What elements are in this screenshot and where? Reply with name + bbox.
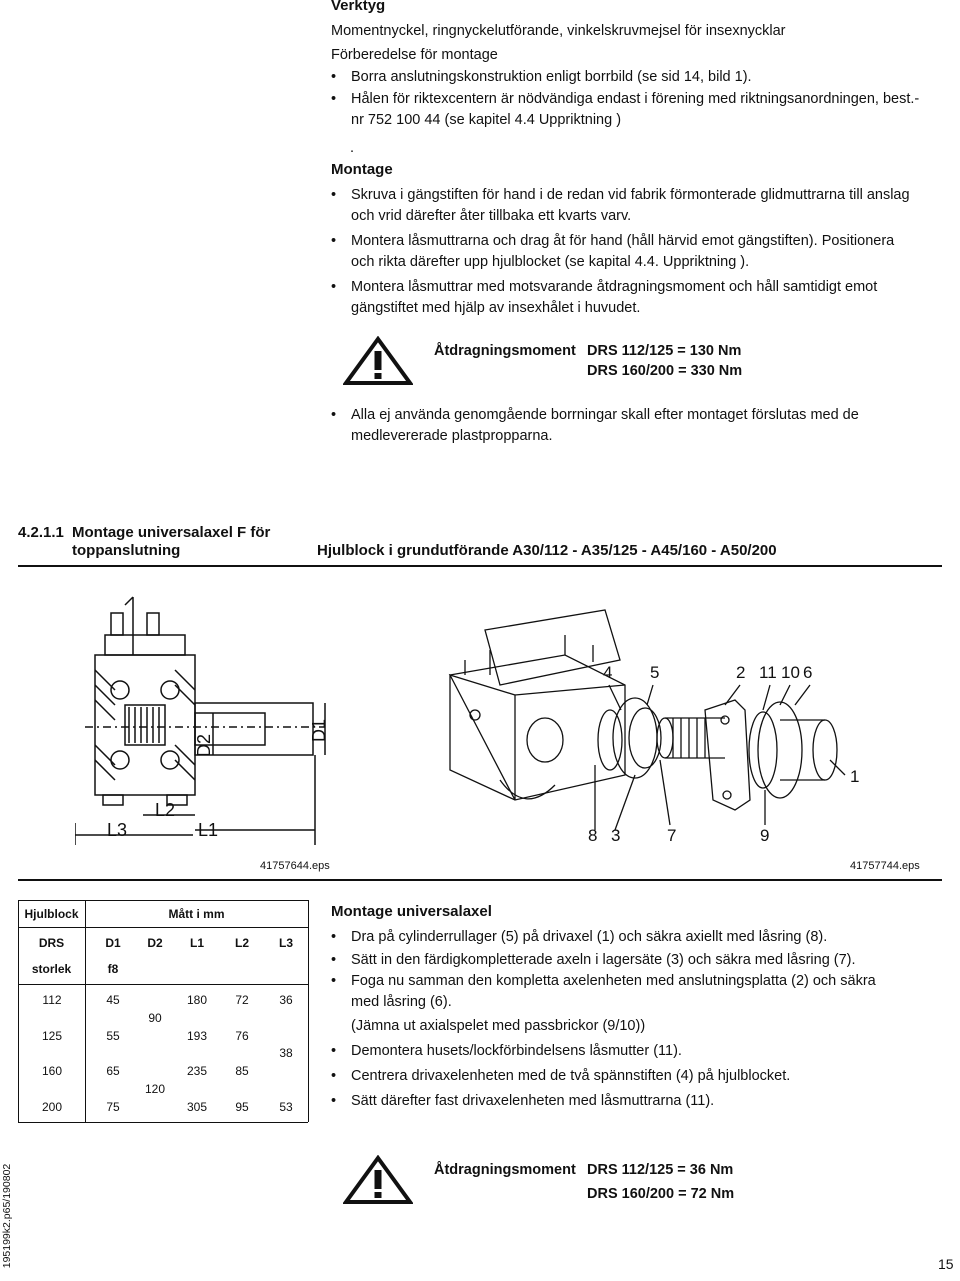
table-cell: 45 — [106, 993, 120, 1007]
subheader-storlek: storlek — [31, 962, 72, 976]
tools-heading: Verktyg — [331, 0, 386, 14]
section-rule — [18, 565, 942, 567]
list-item: • Alla ej använda genomgående borrningar skall efter montaget förslutas med de medlevererade plastpropparna. — [331, 405, 921, 447]
table-cell: 180 — [186, 993, 208, 1007]
col-header-d2: D2 — [147, 936, 163, 950]
table-cell: 38 — [279, 1046, 293, 1060]
universal-note: (Jämna ut axialspelet med passbrickor (9/10)) — [351, 1018, 646, 1034]
universal-shaft-exploded-drawing — [445, 600, 865, 840]
list-item: • Hålen för riktexcentern är nödvändiga endast i förening med riktningsanordningen, best.-nr 752 100 44 (se kapitel 4.4 Uppriktning ) — [331, 89, 931, 131]
part-label-7: 7 — [667, 826, 677, 845]
universal-list — [331, 927, 906, 1017]
table-cell: 53 — [279, 1100, 293, 1114]
col-header-drs: DRS — [38, 936, 65, 950]
part-label-11: 11 — [759, 663, 777, 682]
col-header-d1: D1 — [105, 936, 121, 950]
col-header-l1: L1 — [189, 936, 204, 950]
part-label-6: 6 — [803, 663, 813, 682]
universal-list-2 — [331, 1041, 906, 1112]
col-header-l2: L2 — [234, 936, 249, 950]
dim-l2-label: L2 — [155, 800, 176, 820]
part-label-5: 5 — [650, 663, 660, 682]
prep-heading: Förberedelse för montage — [331, 47, 498, 63]
col-header-l3: L3 — [278, 936, 293, 950]
wheel-block-section-drawing — [75, 595, 340, 845]
torque-label: Åtdragningsmoment — [434, 343, 576, 359]
montage-heading: Montage — [331, 161, 393, 178]
list-item: • Borra anslutningskonstruktion enligt borrbild (se sid 14, bild 1). — [331, 67, 931, 88]
table-cell: 193 — [186, 1029, 208, 1043]
list-item: • Centrera drivaxelenheten med de två spännstiften (4) på hjulblocket. — [331, 1066, 906, 1087]
dim-l3-label: L3 — [107, 820, 128, 840]
part-label-9: 9 — [760, 826, 770, 845]
table-cell: 85 — [235, 1064, 249, 1078]
table-cell: 90 — [148, 1011, 162, 1025]
torque-value-2: DRS 160/200 = 330 Nm — [587, 363, 743, 379]
part-label-2: 2 — [736, 663, 746, 682]
page-number: 15 — [938, 1256, 954, 1272]
table-cell: 95 — [235, 1100, 249, 1114]
table-cell: 305 — [186, 1100, 208, 1114]
part-label-1: 1 — [850, 767, 860, 786]
universal-heading: Montage universalaxel — [331, 903, 492, 920]
table-cell: 72 — [235, 993, 249, 1007]
part-label-3: 3 — [611, 826, 621, 845]
table-cell: 235 — [186, 1064, 208, 1078]
torque-value-1: DRS 112/125 = 36 Nm — [587, 1162, 734, 1178]
montage-list — [331, 185, 921, 319]
torque-value-2: DRS 160/200 = 72 Nm — [587, 1186, 735, 1202]
list-item: • Sätt därefter fast drivaxelenheten med låsmuttrarna (11). — [331, 1091, 906, 1112]
part-label-10: 10 — [781, 663, 800, 682]
table-cell: 76 — [235, 1029, 249, 1043]
table-cell: 112 — [42, 993, 62, 1007]
prep-list — [331, 67, 931, 131]
part-label-4: 4 — [603, 663, 613, 682]
prep-dot: . — [350, 140, 355, 156]
section-title-1: Montage universalaxel F för — [72, 524, 271, 541]
list-item: • Montera låsmuttrarna och drag åt för hand (håll härvid emot gängstiften). Positionera och rikta därefter upp hjulblocket (se kapital 4.4. Uppriktning ). — [331, 231, 921, 273]
table-cell: 160 — [41, 1064, 63, 1078]
dim-d1-label: D1 — [309, 718, 330, 743]
list-item: • Foga nu samman den kompletta axelenheten med anslutningsplatta (2) och säkra med låsring (6). — [331, 971, 906, 1013]
warning-icon — [343, 336, 413, 386]
table-cell: 200 — [41, 1100, 63, 1114]
table-cell: 36 — [279, 993, 293, 1007]
torque-label: Åtdragningsmoment — [434, 1162, 576, 1178]
tools-text: Momentnyckel, ringnyckelutförande, vinkelskruvmejsel för insexnycklar — [331, 23, 786, 39]
table-title: Hjulblock — [24, 907, 79, 921]
table-subtitle: Mått i mm — [168, 907, 225, 921]
dim-d2-label: D2 — [194, 733, 215, 758]
list-item: • Montera låsmuttrar med motsvarande åtdragningsmoment och håll samtidigt emot gängstiftet med hjälp av insexhålet i huvudet. — [331, 277, 921, 319]
list-item: • Skruva i gängstiften för hand i de redan vid fabrik förmonterade glidmuttrarna till anslag och vrid därefter åter tillbaka ett kvarts varv. — [331, 185, 921, 227]
side-code: 195199k2.p65/190802 — [1, 1163, 13, 1269]
torque-value-1: DRS 112/125 = 130 Nm — [587, 343, 742, 359]
list-item: • Sätt in den färdigkompletterade axeln i lagersäte (3) och säkra med låsring (7). — [331, 950, 906, 971]
plugs-list — [331, 405, 921, 447]
table-cell: 65 — [106, 1064, 120, 1078]
warning-icon — [343, 1155, 413, 1205]
list-item: • Dra på cylinderrullager (5) på drivaxel (1) och säkra axiellt med låsring (8). — [331, 927, 906, 948]
table-cell: 120 — [144, 1082, 166, 1096]
table-cell: 75 — [106, 1100, 120, 1114]
part-label-8: 8 — [588, 826, 598, 845]
figure-right-caption: 41757744.eps — [850, 860, 920, 872]
figure-left-caption: 41757644.eps — [260, 860, 330, 872]
subheader-f8: f8 — [107, 962, 119, 976]
table-cell: 55 — [106, 1029, 120, 1043]
list-item: • Demontera husets/lockförbindelsens låsmutter (11). — [331, 1041, 906, 1062]
dim-l1-label: L1 — [198, 820, 219, 840]
section-right-title: Hjulblock i grundutförande A30/112 - A35/125 - A45/160 - A50/200 — [317, 542, 777, 559]
section-number: 4.2.1.1 — [18, 524, 64, 541]
section-title-2: toppanslutning — [72, 542, 181, 559]
table-cell: 125 — [41, 1029, 63, 1043]
figure-rule — [18, 879, 942, 881]
